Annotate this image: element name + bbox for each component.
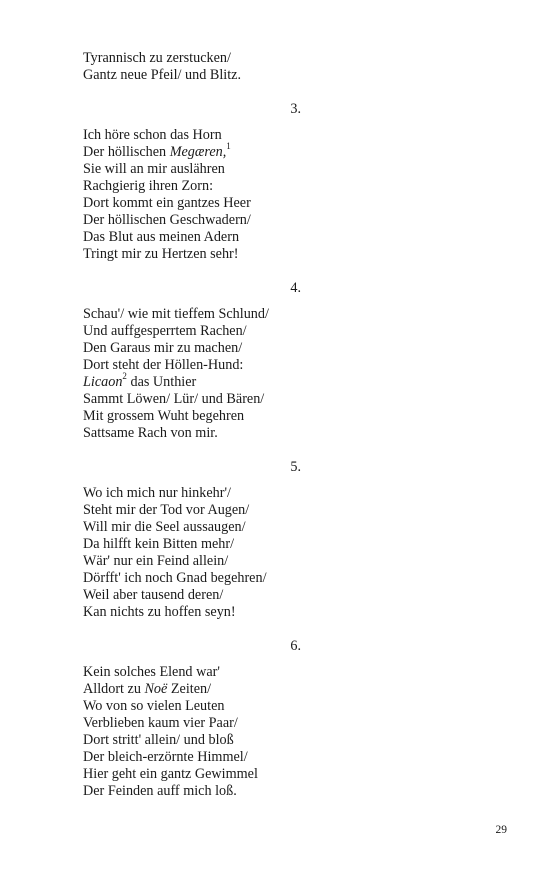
- poem-line: [83, 783, 343, 800]
- line-text: Sie will an mir auslähren: [83, 161, 225, 177]
- poem-line: [83, 178, 343, 195]
- line-text: Tringt mir zu Hertzen sehr!: [83, 246, 239, 262]
- poem-line: [83, 408, 343, 425]
- line-text: Zeiten/: [167, 681, 212, 697]
- poem-line: [83, 519, 343, 536]
- page-number: 29: [495, 824, 507, 836]
- line-text: Will mir die Seel aussaugen/: [83, 519, 246, 535]
- line-text: Schau'/ wie mit tieffem Schlund/: [83, 306, 269, 322]
- line-text: das Unthier: [126, 374, 197, 390]
- poem-line: [83, 570, 343, 587]
- poem-line: [83, 681, 343, 698]
- line-text: Ich höre schon das Horn: [83, 127, 222, 143]
- line-text: Das Blut aus meinen Adern: [83, 229, 240, 245]
- poem-line: [83, 391, 343, 408]
- poem-line: [83, 698, 343, 715]
- line-text: Und auffgesperrtem Rachen/: [83, 323, 247, 339]
- poem-line: [83, 371, 343, 391]
- italic-name: Licaon: [83, 374, 123, 390]
- poem-line: [83, 715, 343, 732]
- poem-line: Tyrannisch zu zerstucken/: [83, 50, 231, 66]
- line-text: Wo ich mich nur hinkehr'/: [83, 485, 231, 501]
- line-text: Mit grossem Wuht begehren: [83, 408, 245, 424]
- stanza-number: 3.: [290, 101, 301, 117]
- poem-line: [83, 229, 343, 246]
- line-text: Dort kommt ein gantzes Heer: [83, 195, 251, 211]
- line-text: Da hilfft kein Bitten mehr/: [83, 536, 235, 552]
- italic-name: Megæren,: [169, 144, 227, 160]
- poem-line: [83, 246, 343, 263]
- poem-line: [83, 425, 343, 442]
- line-text: Hier geht ein gantz Gewimmel: [83, 766, 258, 782]
- footnote-marker: 2: [122, 371, 127, 382]
- poem-line: Gantz neue Pfeil/ und Blitz.: [83, 67, 241, 83]
- line-text: Dort stritt' allein/ und bloß: [83, 732, 234, 748]
- line-text: Der Feinden auff mich loß.: [83, 783, 237, 799]
- line-text: Alldort zu: [83, 681, 145, 697]
- poem-line: [83, 161, 343, 178]
- poem-line: [83, 323, 343, 340]
- line-text: Wär' nur ein Feind allein/: [83, 553, 229, 569]
- poem-text: [83, 50, 343, 800]
- line-text: Verblieben kaum vier Paar/: [83, 715, 238, 731]
- poem-line: [83, 587, 343, 604]
- poem-line: [83, 127, 343, 144]
- line-text: Weil aber tausend deren/: [83, 587, 224, 603]
- poem-line: [83, 604, 343, 621]
- poem-line: [83, 306, 343, 323]
- stanza-number: 5.: [290, 459, 301, 475]
- line-text: Wo von so vielen Leuten: [83, 698, 225, 714]
- poem-line: [83, 485, 343, 502]
- line-text: Dort steht der Höllen-Hund:: [83, 357, 244, 373]
- line-text: Der höllischen: [83, 144, 170, 160]
- line-text: Sattsame Rach von mir.: [83, 425, 218, 441]
- line-text: Den Garaus mir zu machen/: [83, 340, 243, 356]
- italic-name: Noë: [144, 681, 168, 697]
- line-text: Kein solches Elend war': [83, 664, 220, 680]
- poem-line: [83, 212, 343, 229]
- line-text: Der bleich-erzörnte Himmel/: [83, 749, 248, 765]
- line-text: Steht mir der Tod vor Augen/: [83, 502, 250, 518]
- line-text: Rachgierig ihren Zorn:: [83, 178, 214, 194]
- poem-line: [83, 553, 343, 570]
- poem-line: [83, 141, 343, 161]
- poem-line: [83, 732, 343, 749]
- poem-line: [83, 195, 343, 212]
- line-text: Sammt Löwen/ Lür/ und Bären/: [83, 391, 265, 407]
- stanza-number: 6.: [290, 638, 301, 654]
- stanza-number: 4.: [290, 280, 301, 296]
- line-text: Der höllischen Geschwadern/: [83, 212, 251, 228]
- poem-line: [83, 536, 343, 553]
- poem-line: [83, 340, 343, 357]
- poem-line: [83, 664, 343, 681]
- poem-line: [83, 766, 343, 783]
- line-text: Kan nichts zu hoffen seyn!: [83, 604, 236, 620]
- line-text: Dörfft' ich noch Gnad begehren/: [83, 570, 267, 586]
- footnote-marker: 1: [226, 141, 231, 152]
- poem-line: [83, 502, 343, 519]
- poem-line: [83, 749, 343, 766]
